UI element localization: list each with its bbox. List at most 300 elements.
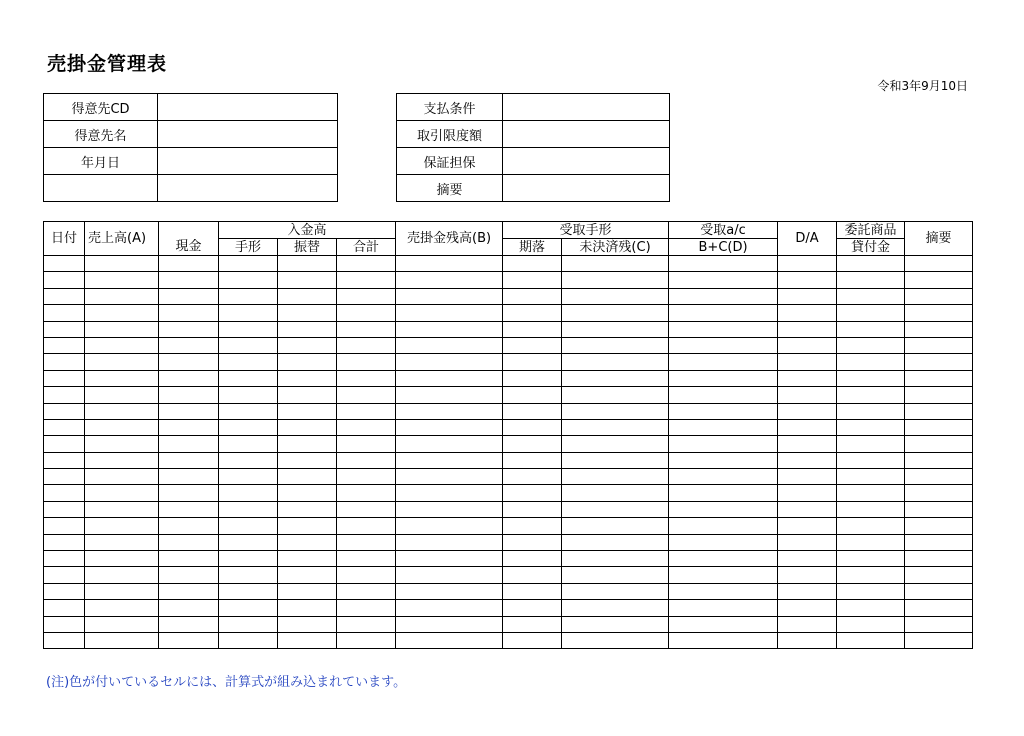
ledger-cell[interactable] (905, 485, 973, 501)
ledger-cell[interactable] (905, 567, 973, 583)
ledger-cell[interactable] (85, 551, 159, 567)
ledger-cell[interactable] (837, 256, 905, 272)
ledger-cell[interactable] (337, 518, 396, 534)
ledger-cell[interactable] (159, 452, 219, 468)
ledger-cell[interactable] (562, 370, 669, 386)
ledger-cell[interactable] (905, 600, 973, 616)
ledger-cell[interactable] (85, 485, 159, 501)
ledger-cell[interactable] (778, 551, 837, 567)
ledger-cell[interactable] (219, 370, 278, 386)
ledger-cell[interactable] (503, 419, 562, 435)
ledger-cell[interactable] (503, 632, 562, 648)
ledger-cell[interactable] (396, 600, 503, 616)
ledger-cell[interactable] (562, 272, 669, 288)
ledger-cell[interactable] (337, 403, 396, 419)
ledger-cell[interactable] (337, 616, 396, 632)
ledger-cell[interactable] (905, 321, 973, 337)
ledger-cell[interactable] (85, 518, 159, 534)
ledger-cell[interactable] (159, 583, 219, 599)
ledger-cell[interactable] (85, 403, 159, 419)
ledger-cell[interactable] (562, 452, 669, 468)
ledger-cell[interactable] (669, 354, 778, 370)
ledger-cell[interactable] (562, 387, 669, 403)
ledger-cell[interactable] (562, 436, 669, 452)
ledger-cell[interactable] (396, 616, 503, 632)
ledger-cell[interactable] (562, 321, 669, 337)
ledger-cell[interactable] (396, 321, 503, 337)
ledger-cell[interactable] (837, 452, 905, 468)
ledger-cell[interactable] (837, 632, 905, 648)
ledger-cell[interactable] (669, 534, 778, 550)
ledger-cell[interactable] (778, 387, 837, 403)
ledger-cell[interactable] (219, 452, 278, 468)
ledger-cell[interactable] (159, 518, 219, 534)
ledger-cell[interactable] (159, 387, 219, 403)
ledger-cell[interactable] (837, 419, 905, 435)
ledger-cell[interactable] (278, 485, 337, 501)
ledger-cell[interactable] (278, 600, 337, 616)
ledger-cell[interactable] (44, 419, 85, 435)
ledger-cell[interactable] (337, 337, 396, 353)
ledger-cell[interactable] (85, 436, 159, 452)
ledger-cell[interactable] (837, 518, 905, 534)
ledger-cell[interactable] (278, 551, 337, 567)
ledger-cell[interactable] (669, 452, 778, 468)
ledger-cell[interactable] (562, 583, 669, 599)
ledger-cell[interactable] (503, 501, 562, 517)
ledger-cell[interactable] (337, 354, 396, 370)
ledger-cell[interactable] (85, 387, 159, 403)
ledger-cell[interactable] (278, 419, 337, 435)
ledger-cell[interactable] (669, 305, 778, 321)
ledger-cell[interactable] (396, 518, 503, 534)
ledger-cell[interactable] (159, 632, 219, 648)
ledger-cell[interactable] (503, 387, 562, 403)
ledger-cell[interactable] (905, 305, 973, 321)
ledger-cell[interactable] (44, 354, 85, 370)
ledger-cell[interactable] (44, 305, 85, 321)
ledger-cell[interactable] (778, 288, 837, 304)
ledger-cell[interactable] (44, 469, 85, 485)
ledger-cell[interactable] (669, 321, 778, 337)
ledger-cell[interactable] (905, 583, 973, 599)
ledger-cell[interactable] (778, 436, 837, 452)
ledger-cell[interactable] (85, 337, 159, 353)
ledger-cell[interactable] (562, 288, 669, 304)
ledger-cell[interactable] (396, 567, 503, 583)
ledger-cell[interactable] (503, 469, 562, 485)
ledger-cell[interactable] (159, 305, 219, 321)
ledger-cell[interactable] (396, 288, 503, 304)
ledger-cell[interactable] (503, 337, 562, 353)
ledger-cell[interactable] (85, 501, 159, 517)
ledger-cell[interactable] (778, 305, 837, 321)
ledger-cell[interactable] (778, 337, 837, 353)
ledger-cell[interactable] (396, 534, 503, 550)
ledger-cell[interactable] (778, 354, 837, 370)
ledger-cell[interactable] (778, 419, 837, 435)
ledger-cell[interactable] (278, 370, 337, 386)
ledger-cell[interactable] (669, 370, 778, 386)
ledger-cell[interactable] (337, 452, 396, 468)
ledger-cell[interactable] (85, 632, 159, 648)
ledger-cell[interactable] (219, 436, 278, 452)
ledger-cell[interactable] (85, 305, 159, 321)
ledger-cell[interactable] (159, 600, 219, 616)
ledger-cell[interactable] (396, 305, 503, 321)
ledger-cell[interactable] (778, 616, 837, 632)
ledger-cell[interactable] (44, 403, 85, 419)
ledger-cell[interactable] (562, 403, 669, 419)
ledger-cell[interactable] (278, 469, 337, 485)
ledger-cell[interactable] (503, 354, 562, 370)
ledger-cell[interactable] (837, 567, 905, 583)
ledger-cell[interactable] (159, 501, 219, 517)
ledger-cell[interactable] (837, 305, 905, 321)
ledger-cell[interactable] (562, 501, 669, 517)
ledger-cell[interactable] (159, 485, 219, 501)
ledger-cell[interactable] (503, 288, 562, 304)
ledger-cell[interactable] (396, 583, 503, 599)
ledger-cell[interactable] (44, 534, 85, 550)
ledger-cell[interactable] (44, 256, 85, 272)
ledger-cell[interactable] (778, 501, 837, 517)
ledger-cell[interactable] (278, 518, 337, 534)
ledger-cell[interactable] (778, 272, 837, 288)
ledger-cell[interactable] (219, 419, 278, 435)
ledger-cell[interactable] (44, 387, 85, 403)
ledger-cell[interactable] (85, 256, 159, 272)
ledger-cell[interactable] (503, 436, 562, 452)
ledger-cell[interactable] (778, 567, 837, 583)
ledger-cell[interactable] (503, 452, 562, 468)
ledger-cell[interactable] (396, 403, 503, 419)
ledger-cell[interactable] (219, 321, 278, 337)
ledger-cell[interactable] (396, 436, 503, 452)
ledger-cell[interactable] (278, 288, 337, 304)
ledger-cell[interactable] (159, 419, 219, 435)
ledger-cell[interactable] (159, 551, 219, 567)
info-value-cell[interactable] (503, 148, 670, 175)
ledger-cell[interactable] (562, 305, 669, 321)
ledger-cell[interactable] (44, 518, 85, 534)
ledger-cell[interactable] (278, 354, 337, 370)
ledger-cell[interactable] (337, 370, 396, 386)
ledger-cell[interactable] (219, 354, 278, 370)
ledger-cell[interactable] (278, 583, 337, 599)
ledger-cell[interactable] (778, 600, 837, 616)
ledger-cell[interactable] (905, 616, 973, 632)
ledger-cell[interactable] (669, 337, 778, 353)
ledger-cell[interactable] (44, 272, 85, 288)
ledger-cell[interactable] (837, 370, 905, 386)
ledger-cell[interactable] (337, 256, 396, 272)
ledger-cell[interactable] (44, 551, 85, 567)
ledger-cell[interactable] (396, 337, 503, 353)
ledger-cell[interactable] (905, 436, 973, 452)
ledger-cell[interactable] (905, 501, 973, 517)
ledger-cell[interactable] (44, 485, 85, 501)
ledger-cell[interactable] (837, 501, 905, 517)
ledger-cell[interactable] (159, 403, 219, 419)
ledger-cell[interactable] (44, 600, 85, 616)
ledger-cell[interactable] (278, 501, 337, 517)
ledger-cell[interactable] (85, 452, 159, 468)
ledger-cell[interactable] (905, 403, 973, 419)
ledger-cell[interactable] (44, 321, 85, 337)
ledger-cell[interactable] (778, 534, 837, 550)
info-value-cell[interactable] (158, 121, 338, 148)
ledger-cell[interactable] (85, 272, 159, 288)
ledger-cell[interactable] (503, 272, 562, 288)
ledger-cell[interactable] (837, 272, 905, 288)
ledger-cell[interactable] (396, 485, 503, 501)
ledger-cell[interactable] (44, 370, 85, 386)
ledger-cell[interactable] (669, 632, 778, 648)
ledger-cell[interactable] (337, 436, 396, 452)
ledger-cell[interactable] (337, 583, 396, 599)
ledger-cell[interactable] (669, 419, 778, 435)
ledger-cell[interactable] (159, 288, 219, 304)
ledger-cell[interactable] (219, 501, 278, 517)
ledger-cell[interactable] (669, 501, 778, 517)
ledger-cell[interactable] (396, 370, 503, 386)
ledger-cell[interactable] (503, 403, 562, 419)
ledger-cell[interactable] (337, 272, 396, 288)
info-value-cell[interactable] (503, 175, 670, 202)
ledger-cell[interactable] (278, 305, 337, 321)
ledger-cell[interactable] (396, 387, 503, 403)
ledger-cell[interactable] (44, 501, 85, 517)
ledger-cell[interactable] (337, 567, 396, 583)
ledger-cell[interactable] (219, 485, 278, 501)
ledger-cell[interactable] (219, 288, 278, 304)
ledger-cell[interactable] (278, 452, 337, 468)
ledger-cell[interactable] (85, 288, 159, 304)
ledger-cell[interactable] (278, 436, 337, 452)
ledger-cell[interactable] (337, 419, 396, 435)
ledger-cell[interactable] (837, 600, 905, 616)
ledger-cell[interactable] (85, 354, 159, 370)
ledger-cell[interactable] (278, 321, 337, 337)
ledger-cell[interactable] (396, 551, 503, 567)
ledger-cell[interactable] (837, 616, 905, 632)
ledger-cell[interactable] (669, 600, 778, 616)
ledger-cell[interactable] (905, 419, 973, 435)
ledger-cell[interactable] (219, 403, 278, 419)
ledger-cell[interactable] (905, 632, 973, 648)
ledger-cell[interactable] (337, 501, 396, 517)
ledger-cell[interactable] (837, 551, 905, 567)
ledger-cell[interactable] (837, 321, 905, 337)
ledger-cell[interactable] (778, 632, 837, 648)
ledger-cell[interactable] (669, 272, 778, 288)
ledger-cell[interactable] (669, 387, 778, 403)
ledger-cell[interactable] (159, 272, 219, 288)
ledger-cell[interactable] (159, 469, 219, 485)
ledger-cell[interactable] (562, 567, 669, 583)
ledger-cell[interactable] (562, 600, 669, 616)
ledger-cell[interactable] (778, 370, 837, 386)
ledger-cell[interactable] (669, 469, 778, 485)
ledger-cell[interactable] (85, 419, 159, 435)
ledger-cell[interactable] (396, 452, 503, 468)
ledger-cell[interactable] (337, 534, 396, 550)
ledger-cell[interactable] (503, 321, 562, 337)
ledger-cell[interactable] (905, 354, 973, 370)
info-value-cell[interactable] (158, 175, 338, 202)
ledger-cell[interactable] (669, 403, 778, 419)
ledger-cell[interactable] (219, 583, 278, 599)
ledger-cell[interactable] (503, 305, 562, 321)
ledger-cell[interactable] (837, 403, 905, 419)
ledger-cell[interactable] (837, 354, 905, 370)
ledger-cell[interactable] (778, 403, 837, 419)
ledger-cell[interactable] (562, 469, 669, 485)
ledger-cell[interactable] (905, 452, 973, 468)
ledger-cell[interactable] (562, 337, 669, 353)
ledger-cell[interactable] (396, 354, 503, 370)
ledger-cell[interactable] (778, 452, 837, 468)
ledger-cell[interactable] (219, 337, 278, 353)
ledger-cell[interactable] (669, 485, 778, 501)
ledger-cell[interactable] (503, 583, 562, 599)
ledger-cell[interactable] (44, 583, 85, 599)
ledger-cell[interactable] (562, 419, 669, 435)
ledger-cell[interactable] (85, 600, 159, 616)
ledger-cell[interactable] (44, 632, 85, 648)
ledger-cell[interactable] (905, 256, 973, 272)
ledger-cell[interactable] (778, 321, 837, 337)
ledger-cell[interactable] (159, 616, 219, 632)
ledger-cell[interactable] (503, 518, 562, 534)
ledger-cell[interactable] (337, 305, 396, 321)
ledger-cell[interactable] (669, 436, 778, 452)
ledger-cell[interactable] (278, 256, 337, 272)
ledger-cell[interactable] (503, 485, 562, 501)
ledger-cell[interactable] (669, 616, 778, 632)
ledger-cell[interactable] (669, 256, 778, 272)
info-value-cell[interactable] (158, 148, 338, 175)
ledger-cell[interactable] (837, 436, 905, 452)
ledger-cell[interactable] (278, 387, 337, 403)
ledger-cell[interactable] (219, 600, 278, 616)
ledger-cell[interactable] (337, 288, 396, 304)
ledger-cell[interactable] (905, 518, 973, 534)
ledger-cell[interactable] (278, 567, 337, 583)
ledger-cell[interactable] (778, 518, 837, 534)
ledger-cell[interactable] (396, 419, 503, 435)
ledger-cell[interactable] (503, 370, 562, 386)
ledger-cell[interactable] (159, 534, 219, 550)
ledger-cell[interactable] (562, 551, 669, 567)
ledger-cell[interactable] (159, 321, 219, 337)
ledger-cell[interactable] (278, 272, 337, 288)
ledger-cell[interactable] (219, 272, 278, 288)
ledger-cell[interactable] (159, 567, 219, 583)
ledger-cell[interactable] (905, 551, 973, 567)
ledger-cell[interactable] (44, 337, 85, 353)
ledger-cell[interactable] (778, 469, 837, 485)
ledger-cell[interactable] (337, 469, 396, 485)
ledger-cell[interactable] (562, 256, 669, 272)
ledger-cell[interactable] (905, 272, 973, 288)
ledger-cell[interactable] (669, 288, 778, 304)
ledger-cell[interactable] (278, 534, 337, 550)
ledger-cell[interactable] (396, 632, 503, 648)
ledger-cell[interactable] (85, 321, 159, 337)
ledger-cell[interactable] (905, 534, 973, 550)
ledger-cell[interactable] (44, 616, 85, 632)
info-value-cell[interactable] (503, 94, 670, 121)
ledger-cell[interactable] (837, 288, 905, 304)
ledger-cell[interactable] (159, 370, 219, 386)
ledger-cell[interactable] (85, 583, 159, 599)
ledger-cell[interactable] (219, 305, 278, 321)
ledger-cell[interactable] (503, 551, 562, 567)
ledger-cell[interactable] (905, 337, 973, 353)
ledger-cell[interactable] (562, 616, 669, 632)
ledger-cell[interactable] (396, 256, 503, 272)
ledger-cell[interactable] (44, 452, 85, 468)
ledger-cell[interactable] (337, 485, 396, 501)
ledger-cell[interactable] (337, 632, 396, 648)
ledger-cell[interactable] (159, 436, 219, 452)
ledger-cell[interactable] (219, 616, 278, 632)
ledger-cell[interactable] (669, 551, 778, 567)
ledger-cell[interactable] (503, 567, 562, 583)
ledger-cell[interactable] (44, 567, 85, 583)
ledger-cell[interactable] (85, 534, 159, 550)
ledger-cell[interactable] (278, 403, 337, 419)
ledger-cell[interactable] (159, 354, 219, 370)
ledger-cell[interactable] (905, 370, 973, 386)
ledger-cell[interactable] (837, 469, 905, 485)
info-value-cell[interactable] (503, 121, 670, 148)
ledger-cell[interactable] (837, 534, 905, 550)
ledger-cell[interactable] (219, 387, 278, 403)
ledger-cell[interactable] (669, 518, 778, 534)
ledger-cell[interactable] (278, 632, 337, 648)
ledger-cell[interactable] (44, 288, 85, 304)
ledger-cell[interactable] (337, 321, 396, 337)
ledger-cell[interactable] (837, 485, 905, 501)
ledger-cell[interactable] (159, 256, 219, 272)
ledger-cell[interactable] (778, 583, 837, 599)
ledger-cell[interactable] (503, 256, 562, 272)
ledger-cell[interactable] (562, 632, 669, 648)
ledger-cell[interactable] (837, 337, 905, 353)
ledger-cell[interactable] (85, 567, 159, 583)
ledger-cell[interactable] (778, 485, 837, 501)
ledger-cell[interactable] (562, 354, 669, 370)
ledger-cell[interactable] (503, 600, 562, 616)
ledger-cell[interactable] (278, 337, 337, 353)
ledger-cell[interactable] (219, 534, 278, 550)
ledger-cell[interactable] (219, 469, 278, 485)
ledger-cell[interactable] (669, 583, 778, 599)
ledger-cell[interactable] (337, 600, 396, 616)
ledger-cell[interactable] (837, 387, 905, 403)
ledger-cell[interactable] (905, 469, 973, 485)
ledger-cell[interactable] (85, 370, 159, 386)
ledger-cell[interactable] (503, 616, 562, 632)
ledger-cell[interactable] (85, 616, 159, 632)
ledger-cell[interactable] (219, 567, 278, 583)
ledger-cell[interactable] (278, 616, 337, 632)
ledger-cell[interactable] (159, 337, 219, 353)
ledger-cell[interactable] (396, 272, 503, 288)
